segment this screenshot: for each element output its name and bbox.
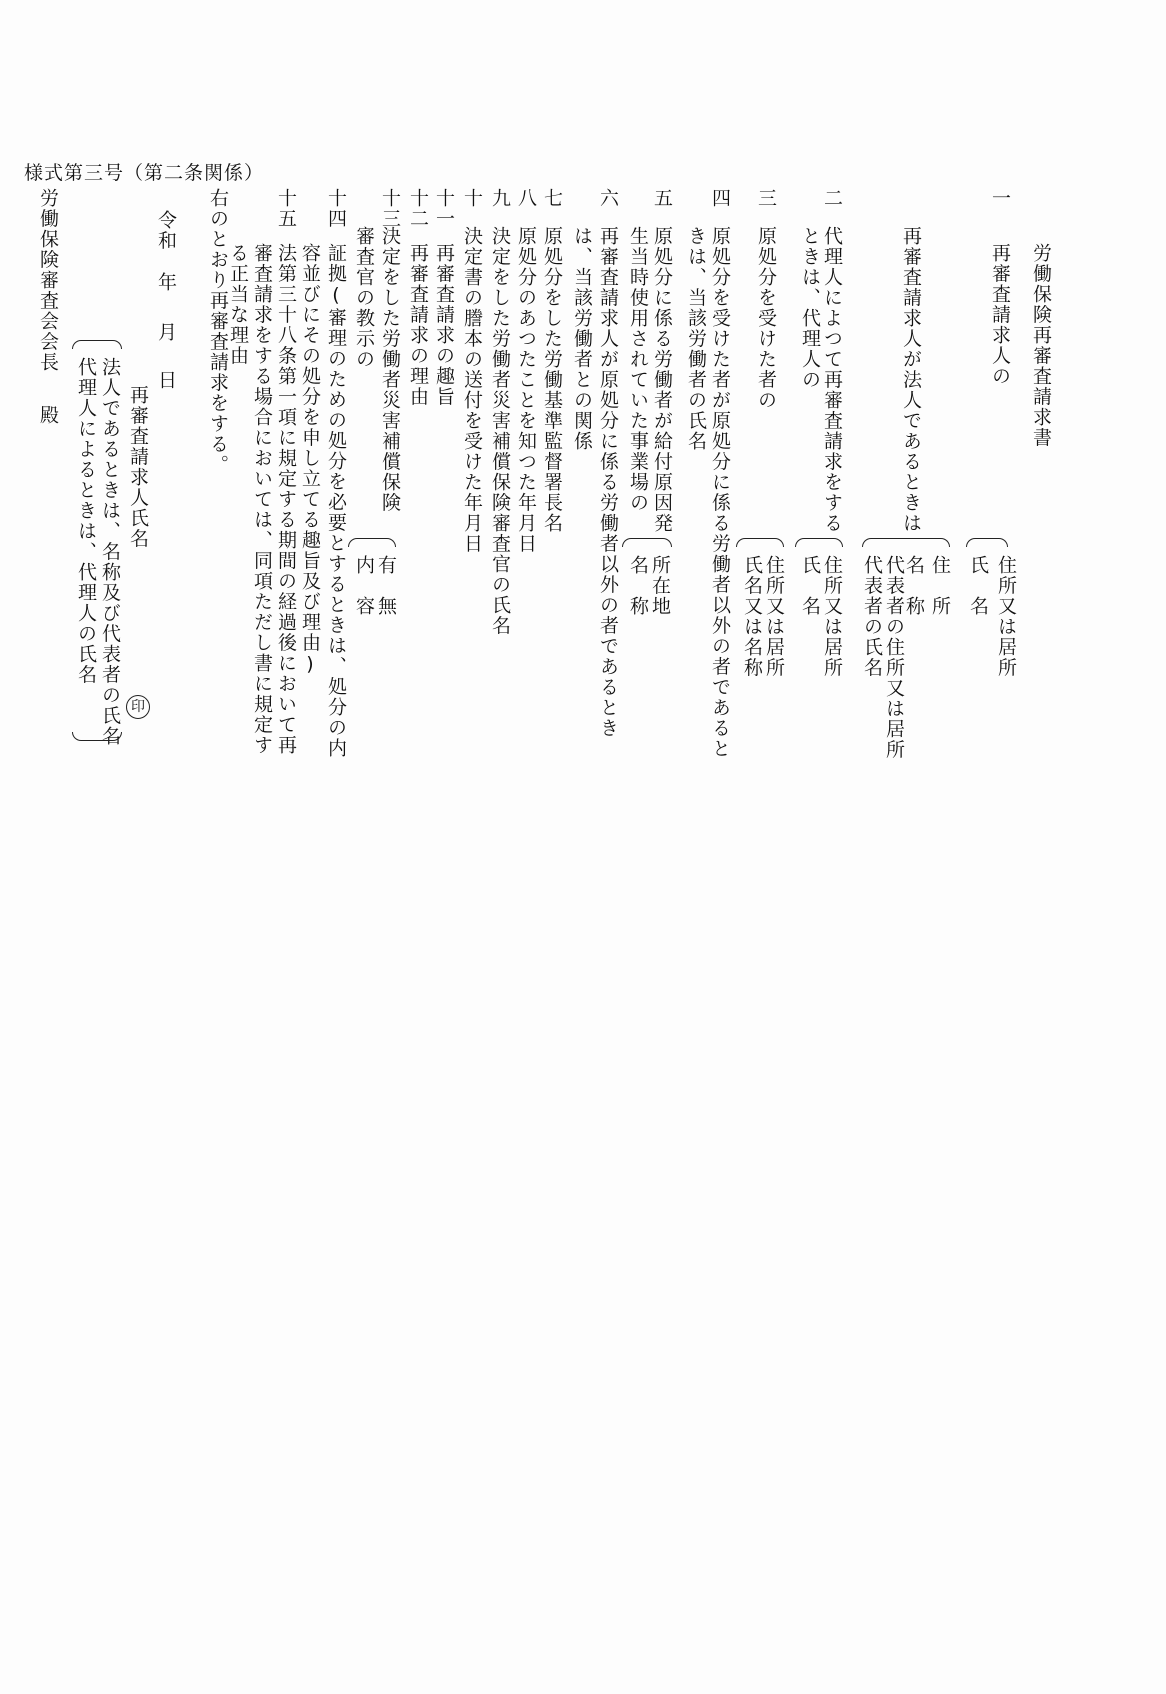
item-3-text: 原処分を受けた者の (755, 226, 777, 411)
item-7-number: 七 (541, 188, 563, 209)
item-3-sub-name: 氏名又は名称 (741, 555, 763, 678)
item-15-line-1: 法第三十八条第一項に規定する期間の経過後において再 (275, 243, 297, 756)
item-3-brace (736, 538, 784, 547)
item-3-sub-address: 住所又は居所 (763, 555, 785, 678)
signature-note-agent: 代理人によるときは、代理人の氏名 (75, 357, 97, 685)
item-13-sub-presence: 有 無 (375, 555, 397, 617)
item-8-number: 八 (515, 188, 537, 209)
item-2-line-1: 代理人によつて再審査請求をする (821, 226, 843, 534)
item-1b-text: 再審査請求人が法人であるときは (900, 226, 922, 534)
item-6-number: 六 (597, 188, 619, 209)
date-year: 年 (155, 272, 177, 293)
item-14-line-2: 容並びにその処分を申し立てる趣旨及び理由) (299, 243, 321, 677)
item-13-sub-content: 内 容 (353, 555, 375, 617)
signature-brace (72, 340, 122, 349)
item-15-number: 十五 (275, 188, 297, 229)
item-14-line-1: 証拠(審理のための処分を必要とするときは、処分の内 (325, 243, 347, 759)
item-7-text: 原処分をした労働基準監督署長名 (541, 226, 563, 534)
item-1b-sub-name: 名 称 (903, 555, 925, 617)
item-5-line-2: 生当時使用されていた事業場の (627, 226, 649, 513)
date-day: 日 (155, 370, 177, 391)
item-2-sub-address: 住所又は居所 (821, 555, 843, 678)
item-4-line-1: 原処分を受けた者が原処分に係る労働者以外の者であると (709, 226, 731, 759)
item-9-number: 九 (489, 188, 511, 209)
item-1-number: 一 (989, 188, 1011, 209)
item-15-line-2: 審査請求をする場合においては、同項ただし書に規定す (251, 243, 273, 756)
item-1b-brace (862, 538, 950, 547)
item-1b-sub-rep-name: 代表者の氏名 (861, 555, 883, 678)
closing-statement: 右のとおり再審査請求をする。 (207, 188, 229, 475)
item-8-text: 原処分のあつたことを知つた年月日 (515, 226, 537, 554)
addressee-name: 労働保険審査会会長 (37, 188, 59, 373)
item-1b-sub-rep-address: 代表者の住所又は居所 (883, 555, 905, 760)
item-1-text: 再審査請求人の (989, 243, 1011, 387)
item-5-line-1: 原処分に係る労働者が給付原因発 (651, 226, 673, 534)
item-5-sub-location: 所在地 (649, 555, 671, 617)
item-10-text: 決定書の謄本の送付を受けた年月日 (461, 226, 483, 554)
item-5-number: 五 (651, 188, 673, 209)
item-11-number: 十一 (433, 188, 455, 229)
item-2-brace (795, 538, 843, 547)
item-13-line-2: 審査官の教示の (353, 226, 375, 370)
item-12-number: 十二 (407, 188, 429, 229)
signature-note-corporate: 法人であるときは、名称及び代表者の氏名 (99, 357, 121, 747)
item-13-number: 十三 (379, 188, 401, 229)
item-9-text: 決定をした労働者災害補償保険審査官の氏名 (489, 226, 511, 636)
item-4-line-2: きは、当該労働者の氏名 (685, 226, 707, 452)
item-15-line-3: る正当な理由 (227, 243, 249, 366)
item-2-line-2: ときは、代理人の (799, 226, 821, 390)
signature-label: 再審査請求人氏名 (127, 385, 149, 549)
document-title: 労働保険再審査請求書 (1030, 243, 1052, 448)
item-13-brace (348, 538, 396, 547)
item-2-number: 二 (821, 188, 843, 209)
item-11-text: 再審査請求の趣旨 (433, 243, 455, 407)
item-6-line-2: は、当該労働者との関係 (571, 226, 593, 452)
item-6-line-1: 再審査請求人が原処分に係る労働者以外の者であるとき (597, 226, 619, 739)
date-month: 月 (155, 322, 177, 343)
addressee-honorific: 殿 (37, 405, 59, 426)
item-3-number: 三 (755, 188, 777, 209)
signature-brace-close (72, 732, 122, 741)
seal-mark: 印 (126, 695, 150, 719)
item-10-number: 十 (461, 188, 483, 209)
item-1-sub-address: 住所又は居所 (995, 555, 1017, 678)
item-1-sub-name: 氏 名 (967, 555, 989, 617)
date-era: 令和 (155, 210, 177, 251)
form-number-label: 様式第三号（第二条関係） (24, 162, 265, 184)
item-5-sub-name: 名 称 (627, 555, 649, 617)
item-5-brace (622, 538, 672, 547)
item-1b-sub-address: 住 所 (929, 555, 951, 617)
item-1-brace (966, 538, 1008, 547)
item-2-sub-name: 氏 名 (799, 555, 821, 617)
item-4-number: 四 (709, 188, 731, 209)
item-14-number: 十四 (325, 188, 347, 229)
item-12-text: 再審査請求の理由 (407, 243, 429, 407)
item-13-line-1: 決定をした労働者災害補償保険 (379, 226, 401, 513)
